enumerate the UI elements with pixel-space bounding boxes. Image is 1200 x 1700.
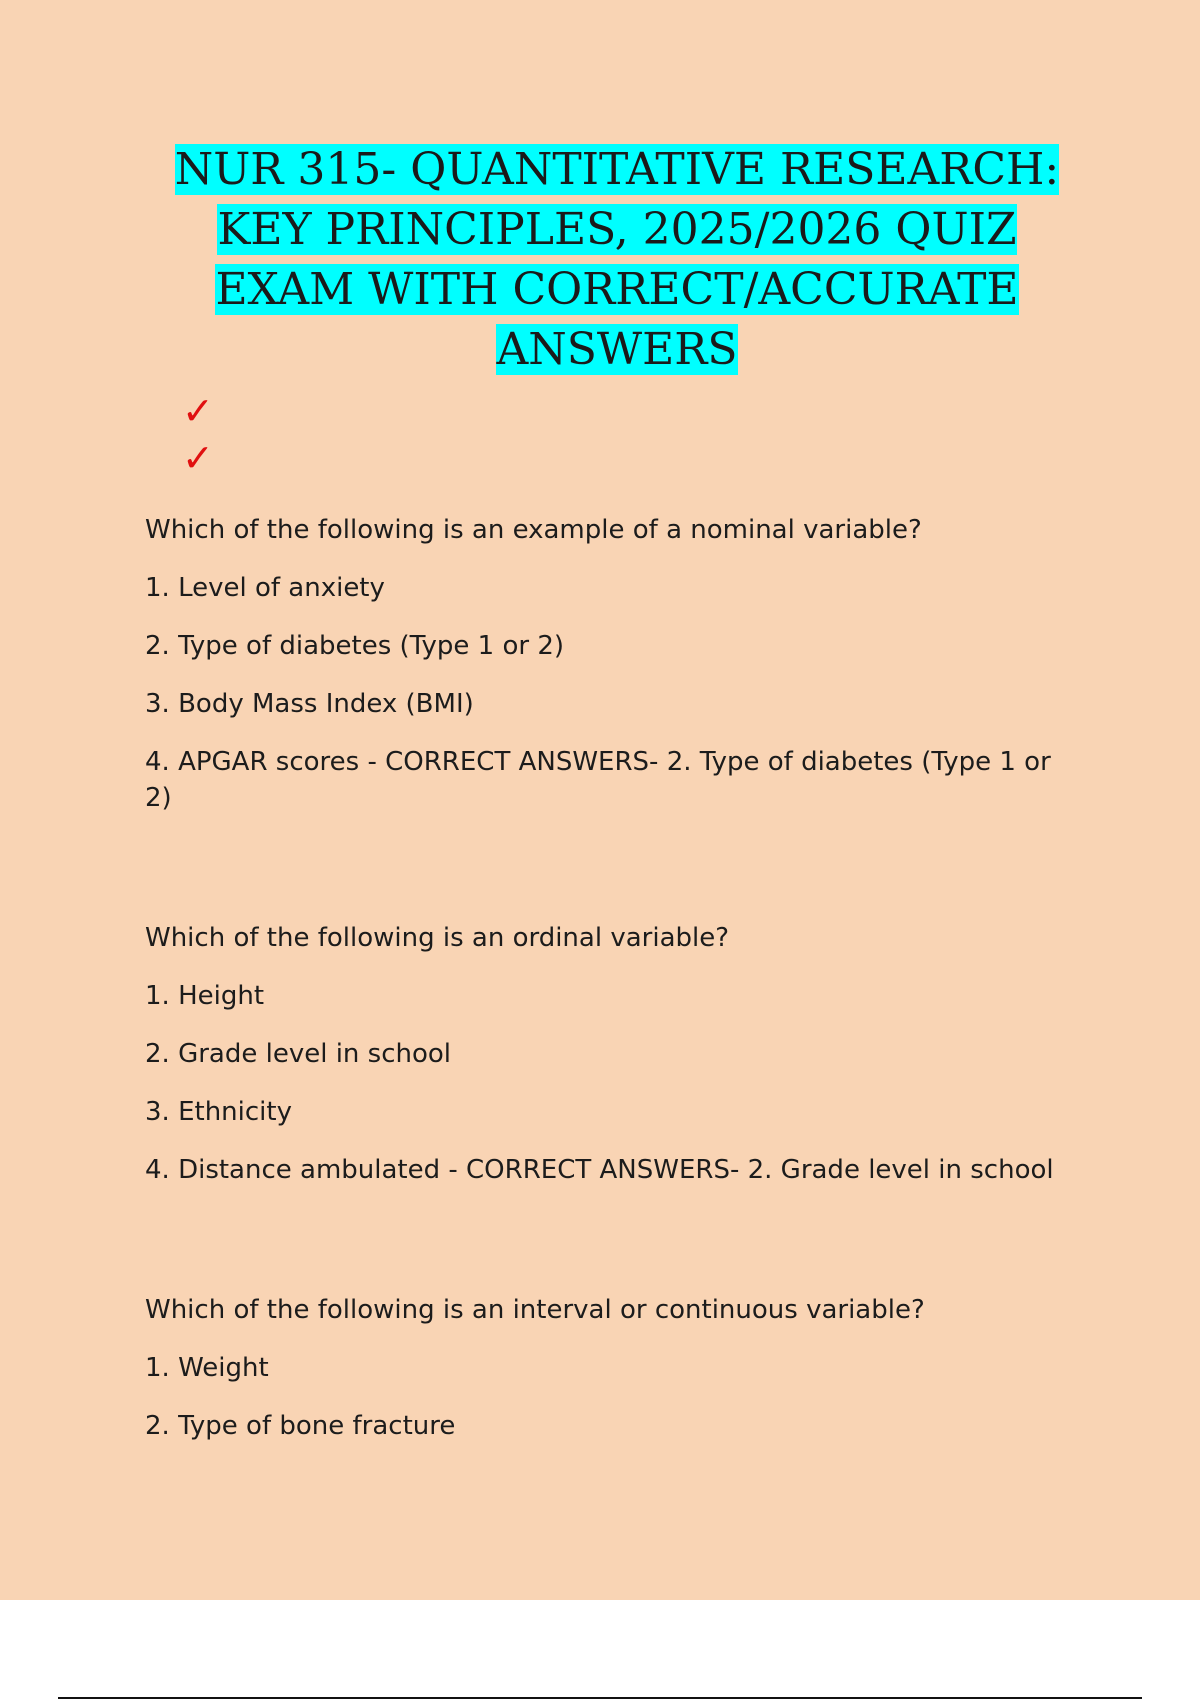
answer-option-with-correct-answer: 4. Distance ambulated - CORRECT ANSWERS- 2. Grade level in school <box>145 1155 1054 1185</box>
answer-option-with-correct-answer: 4. APGAR scores - CORRECT ANSWERS- 2. Type of diabetes (Type 1 or 2) <box>145 747 1051 813</box>
footer-divider <box>58 1697 1142 1699</box>
answer-option: 1. Level of anxiety <box>145 573 385 603</box>
answer-option: 2. Grade level in school <box>145 1039 452 1069</box>
quiz-content <box>145 512 1085 1548</box>
question-text: Which of the following is an example of a nominal variable? <box>145 515 922 545</box>
title-line: EXAM WITH CORRECT/ACCURATE <box>215 264 1019 315</box>
question-block <box>145 512 1085 816</box>
checkmark-icon: ✓ <box>182 436 214 480</box>
answer-option: 2. Type of diabetes (Type 1 or 2) <box>145 631 565 661</box>
document-title <box>100 140 1134 380</box>
answer-option: 1. Height <box>145 981 265 1011</box>
answer-option: 3. Ethnicity <box>145 1097 292 1127</box>
checkmark-icon: ✓ <box>182 389 214 433</box>
answer-option: 3. Body Mass Index (BMI) <box>145 689 474 719</box>
question-block <box>145 1292 1085 1444</box>
title-line: NUR 315- QUANTITATIVE RESEARCH: <box>174 144 1060 195</box>
answer-option: 2. Type of bone fracture <box>145 1411 456 1441</box>
title-line: ANSWERS <box>496 324 738 375</box>
question-text: Which of the following is an interval or continuous variable? <box>145 1295 925 1325</box>
checkmark-list <box>182 388 214 482</box>
question-text: Which of the following is an ordinal variable? <box>145 923 730 953</box>
answer-option: 1. Weight <box>145 1353 269 1383</box>
title-line: KEY PRINCIPLES, 2025/2026 QUIZ <box>217 204 1017 255</box>
question-block <box>145 920 1085 1188</box>
